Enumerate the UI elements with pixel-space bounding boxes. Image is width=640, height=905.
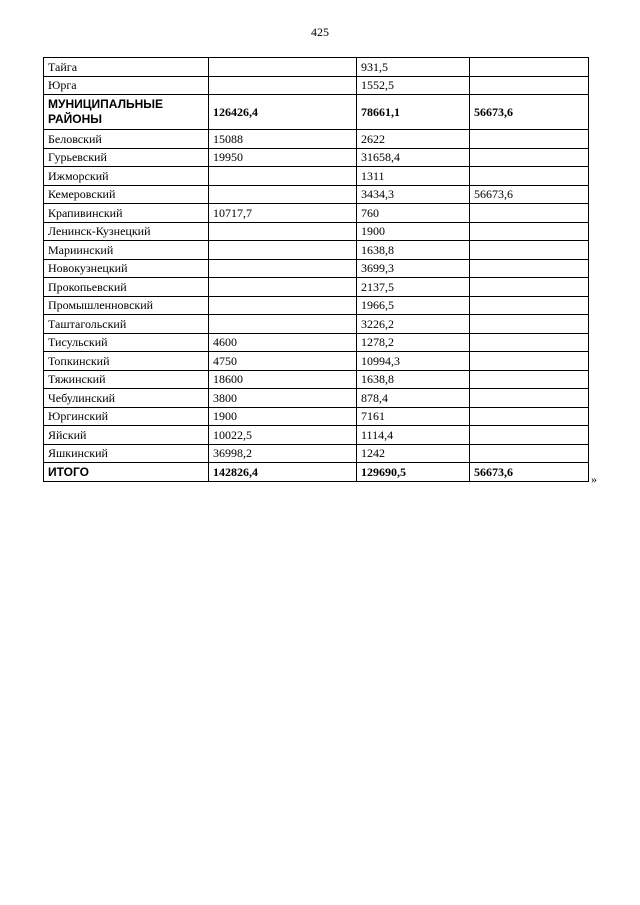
table-row	[44, 426, 589, 445]
table-row	[44, 259, 589, 278]
value-cell-col2	[209, 296, 357, 315]
value-cell-col2: 3800	[209, 389, 357, 408]
value-cell-col4	[470, 204, 589, 223]
value-cell-col4: 56673,6	[470, 95, 589, 130]
value-cell-col4	[470, 278, 589, 297]
row-name-cell: Беловский	[44, 130, 209, 149]
table-row	[44, 185, 589, 204]
value-cell-col4: 56673,6	[470, 463, 589, 482]
value-cell-col3: 129690,5	[357, 463, 470, 482]
table-row	[44, 389, 589, 408]
table-row	[44, 370, 589, 389]
value-cell-col4	[470, 407, 589, 426]
value-cell-col4	[470, 130, 589, 149]
row-name-cell: Ижморский	[44, 167, 209, 186]
row-name-cell: Новокузнецкий	[44, 259, 209, 278]
value-cell-col2: 15088	[209, 130, 357, 149]
value-cell-col2: 10022,5	[209, 426, 357, 445]
value-cell-col3: 2137,5	[357, 278, 470, 297]
value-cell-col4	[470, 370, 589, 389]
row-name-cell: Прокопьевский	[44, 278, 209, 297]
value-cell-col3: 2622	[357, 130, 470, 149]
value-cell-col2	[209, 315, 357, 334]
value-cell-col2	[209, 259, 357, 278]
value-cell-col3: 878,4	[357, 389, 470, 408]
value-cell-col2: 36998,2	[209, 444, 357, 463]
value-cell-col2: 4750	[209, 352, 357, 371]
value-cell-col3: 1311	[357, 167, 470, 186]
table-row	[44, 352, 589, 371]
value-cell-col2	[209, 76, 357, 95]
value-cell-col3: 931,5	[357, 58, 470, 77]
table-row	[44, 407, 589, 426]
row-name-cell: Мариинский	[44, 241, 209, 260]
value-cell-col2: 1900	[209, 407, 357, 426]
value-cell-col2: 19950	[209, 148, 357, 167]
table-row	[44, 204, 589, 223]
table-row	[44, 222, 589, 241]
table-row	[44, 333, 589, 352]
row-name-cell: Крапивинский	[44, 204, 209, 223]
row-name-cell: Топкинский	[44, 352, 209, 371]
value-cell-col4	[470, 241, 589, 260]
value-cell-col3: 3699,3	[357, 259, 470, 278]
value-cell-col4	[470, 315, 589, 334]
row-name-cell: Таштагольский	[44, 315, 209, 334]
value-cell-col3: 3226,2	[357, 315, 470, 334]
value-cell-col2	[209, 185, 357, 204]
value-cell-col4	[470, 76, 589, 95]
table-row	[44, 444, 589, 463]
value-cell-col2: 10717,7	[209, 204, 357, 223]
row-name-cell: Гурьевский	[44, 148, 209, 167]
value-cell-col2	[209, 278, 357, 297]
table-row	[44, 315, 589, 334]
value-cell-col4	[470, 58, 589, 77]
value-cell-col4	[470, 259, 589, 278]
table-row	[44, 241, 589, 260]
value-cell-col2	[209, 58, 357, 77]
row-name-cell: Тайга	[44, 58, 209, 77]
value-cell-col3: 10994,3	[357, 352, 470, 371]
row-name-cell: Юргинский	[44, 407, 209, 426]
row-name-cell: Яйский	[44, 426, 209, 445]
value-cell-col2	[209, 167, 357, 186]
table-row	[44, 296, 589, 315]
closing-quote-mark: »	[591, 472, 597, 486]
row-name-cell: ИТОГО	[44, 463, 209, 482]
value-cell-col4	[470, 167, 589, 186]
value-cell-col3: 1114,4	[357, 426, 470, 445]
table-row-total	[44, 463, 589, 482]
value-cell-col4	[470, 389, 589, 408]
table-row	[44, 58, 589, 77]
value-cell-col3: 7161	[357, 407, 470, 426]
value-cell-col4	[470, 352, 589, 371]
value-cell-col3: 31658,4	[357, 148, 470, 167]
table-body	[44, 58, 589, 482]
row-name-cell: Промышленновский	[44, 296, 209, 315]
value-cell-col2: 126426,4	[209, 95, 357, 130]
value-cell-col2	[209, 222, 357, 241]
value-cell-col4	[470, 426, 589, 445]
value-cell-col4	[470, 333, 589, 352]
value-cell-col3: 1900	[357, 222, 470, 241]
row-name-cell: Ленинск-Кузнецкий	[44, 222, 209, 241]
table-row	[44, 148, 589, 167]
value-cell-col3: 1638,8	[357, 241, 470, 260]
value-cell-col2: 18600	[209, 370, 357, 389]
table-row	[44, 130, 589, 149]
value-cell-col3: 1638,8	[357, 370, 470, 389]
row-name-cell: Тисульский	[44, 333, 209, 352]
table-row-total	[44, 95, 589, 130]
value-cell-col3: 1552,5	[357, 76, 470, 95]
row-name-cell: Яшкинский	[44, 444, 209, 463]
row-name-cell: Юрга	[44, 76, 209, 95]
value-cell-col4	[470, 222, 589, 241]
value-cell-col3: 78661,1	[357, 95, 470, 130]
value-cell-col3: 3434,3	[357, 185, 470, 204]
value-cell-col3: 1242	[357, 444, 470, 463]
value-cell-col3: 760	[357, 204, 470, 223]
table-row	[44, 167, 589, 186]
data-table	[43, 57, 589, 482]
value-cell-col4	[470, 148, 589, 167]
value-cell-col2: 142826,4	[209, 463, 357, 482]
table-row	[44, 278, 589, 297]
value-cell-col4	[470, 296, 589, 315]
value-cell-col4	[470, 444, 589, 463]
page-number: 425	[311, 25, 329, 39]
table-row	[44, 76, 589, 95]
value-cell-col4: 56673,6	[470, 185, 589, 204]
value-cell-col2	[209, 241, 357, 260]
value-cell-col2: 4600	[209, 333, 357, 352]
value-cell-col3: 1966,5	[357, 296, 470, 315]
row-name-cell: Чебулинский	[44, 389, 209, 408]
row-name-cell: Кемеровский	[44, 185, 209, 204]
row-name-cell: МУНИЦИПАЛЬНЫЕ РАЙОНЫ	[44, 95, 209, 130]
row-name-cell: Тяжинский	[44, 370, 209, 389]
value-cell-col3: 1278,2	[357, 333, 470, 352]
